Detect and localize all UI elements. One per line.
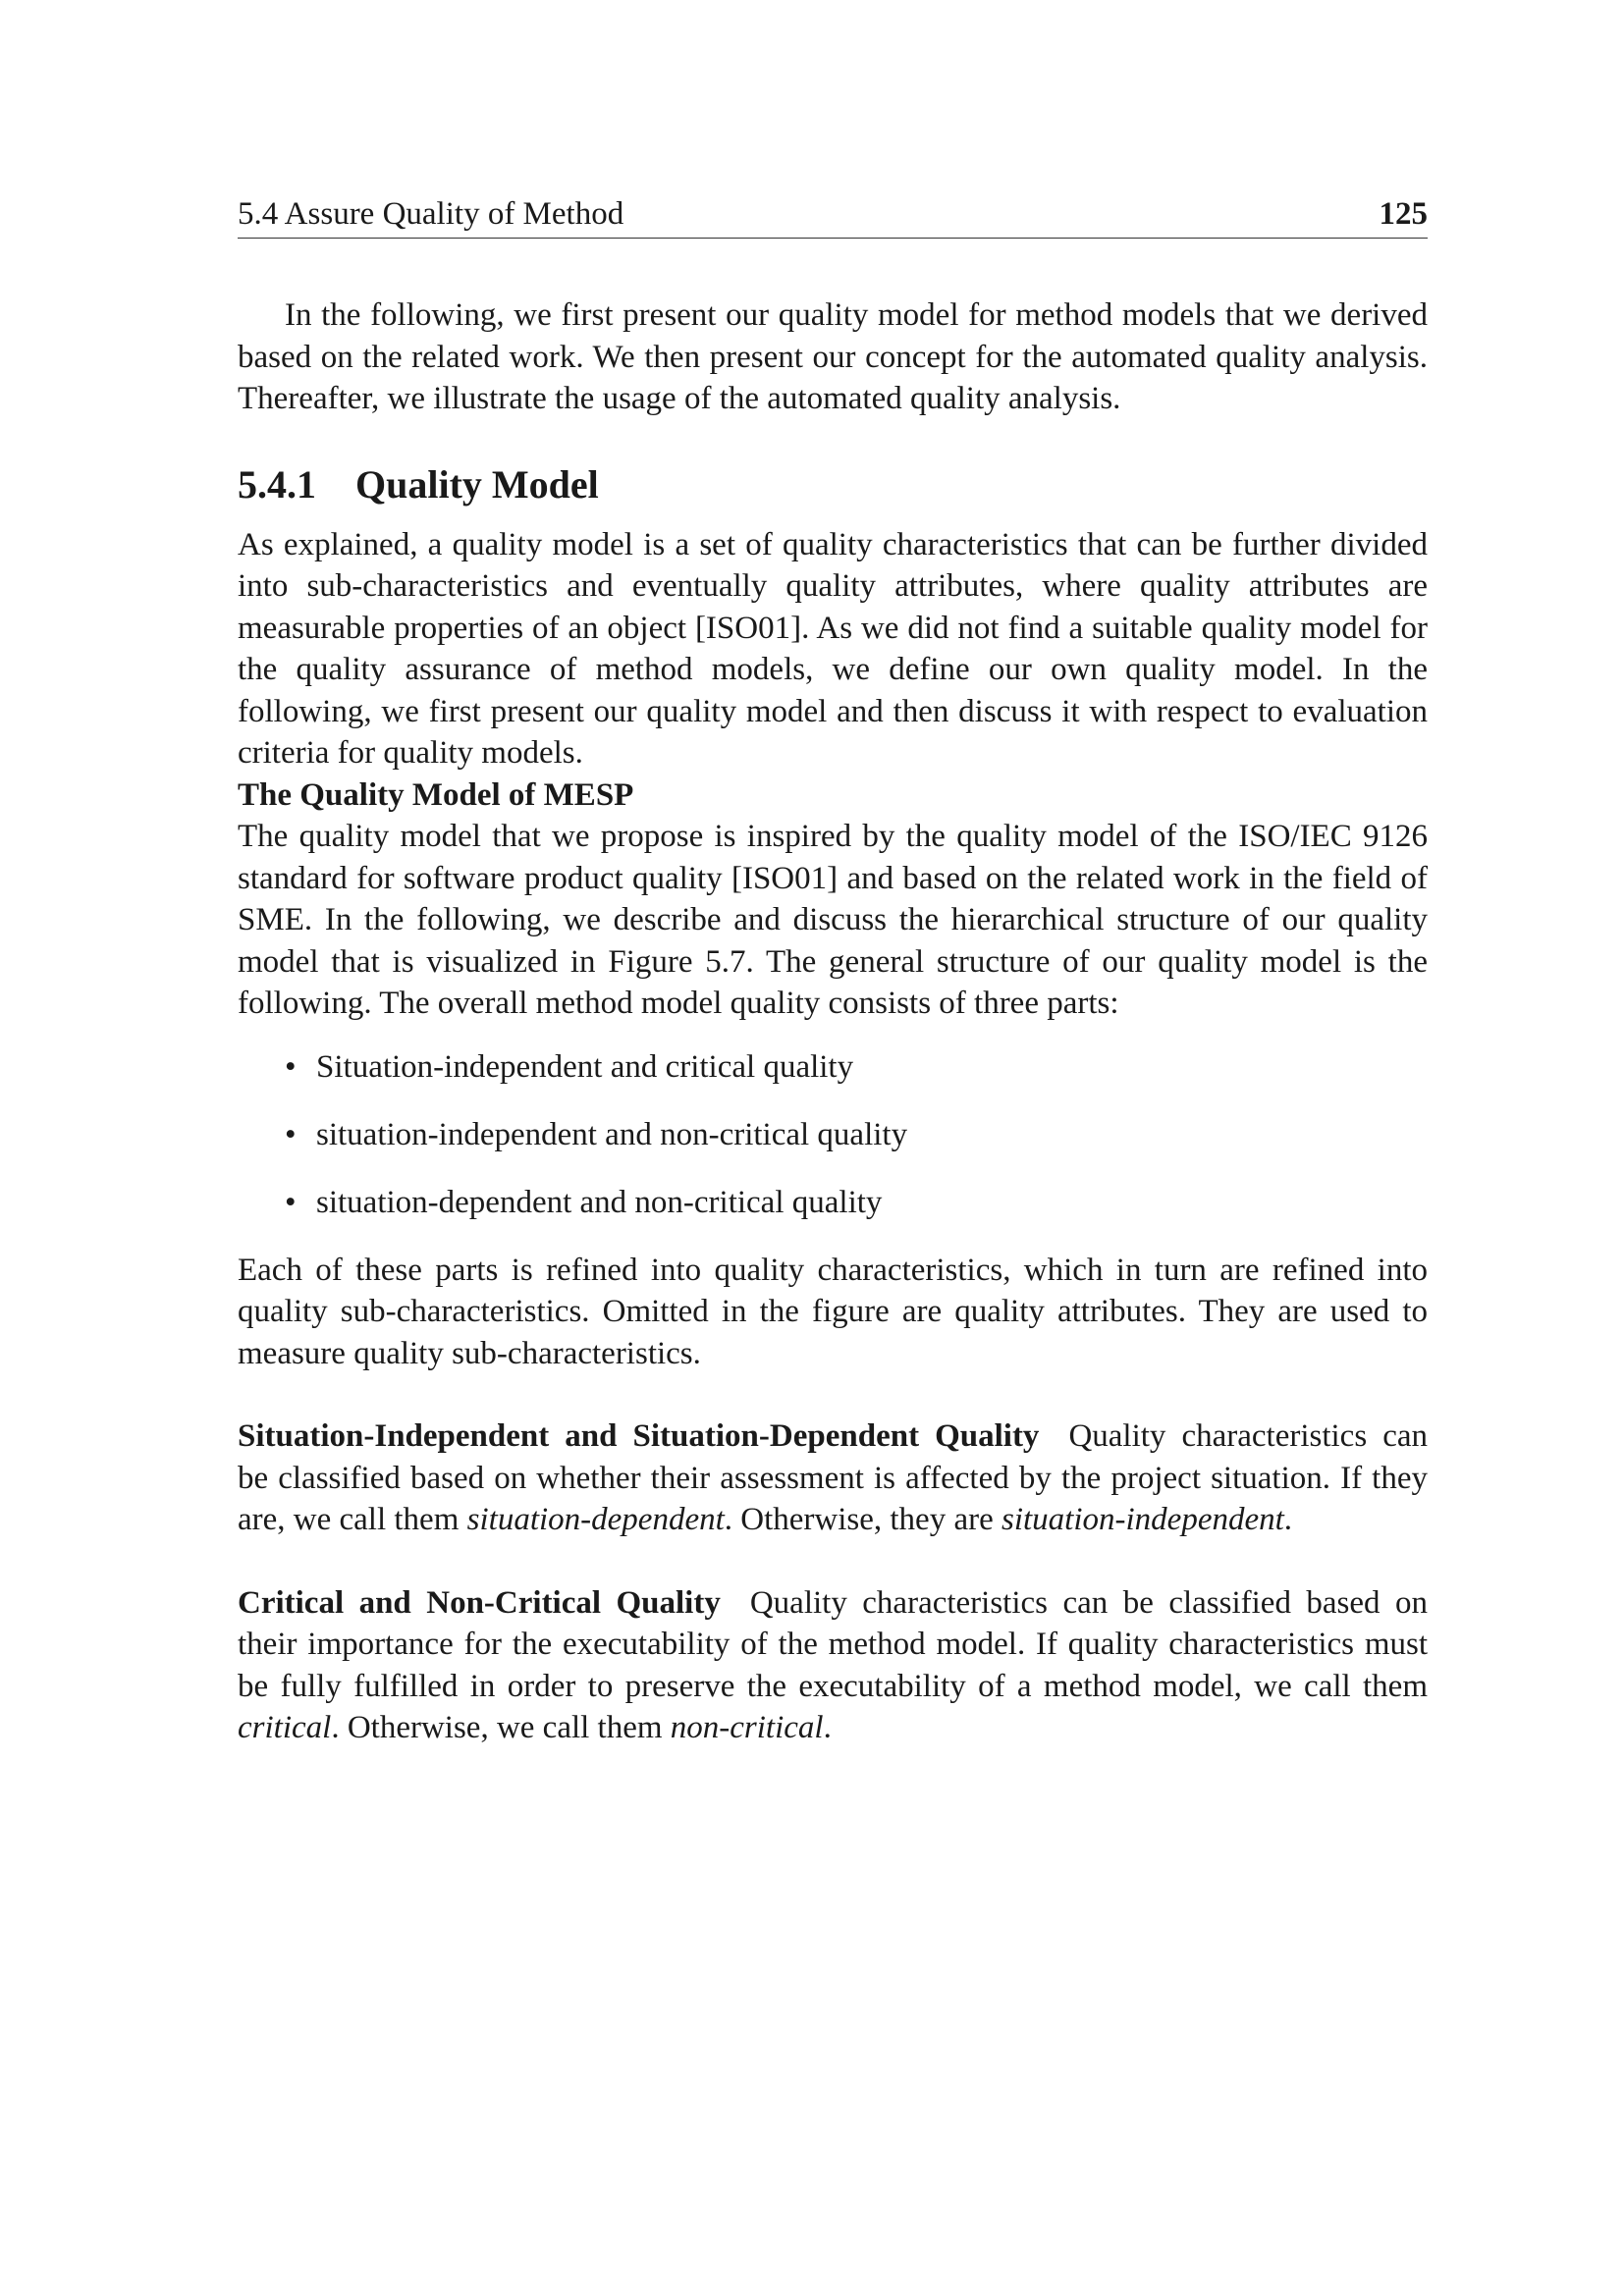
situation-run-in-heading: Situation-Independent and Situation-Dependent Quality: [238, 1418, 1040, 1454]
running-header: [238, 196, 1428, 239]
bullet-icon: •: [285, 1184, 297, 1220]
section-title: Quality Model: [355, 461, 599, 507]
section-heading: [238, 459, 1428, 510]
body-text: [238, 294, 1428, 1749]
term-situation-dependent: situation-dependent: [466, 1502, 725, 1537]
list-item-text: situation-independent and non-critical quality: [316, 1116, 908, 1152]
intro-paragraph: In the following, we first present our quality model for method models that we derived based on the related work. We then present our concept for the automated quality analysis. Thereafter, we illustrate the usage of the automated quality analysis.: [238, 297, 1428, 416]
section-paragraph: As explained, a quality model is a set of quality characteristics that can be further divided into sub-characteristics and eventually quality attributes, where quality attributes are measurable properties of an object [ISO01]. As we did not find a suitable quality model for the quality assurance of method models, we define our own quality model. In the following, we first present our quality model and then discuss it with respect to evaluation criteria for quality models.: [238, 526, 1428, 771]
term-situation-independent: situation-independent: [1001, 1502, 1284, 1537]
situation-text-end: .: [1283, 1502, 1293, 1537]
bullet-icon: •: [285, 1116, 297, 1152]
term-non-critical: non-critical: [670, 1710, 824, 1745]
term-critical: critical: [238, 1710, 332, 1745]
after-bullets-paragraph: Each of these parts is refined into quality characteristics, which in turn are refined into quality sub-characteristics. Omitted in the figure are quality attributes. They are used to measure quality sub-characteristics.: [238, 1252, 1428, 1371]
bullet-icon: •: [285, 1048, 297, 1085]
list-item: [238, 1114, 1428, 1155]
situation-text-before: Quality characteristics can be classified based on whether their assessment is affected by the project situation. If they are, we call them: [238, 1418, 1428, 1537]
list-item: [238, 1046, 1428, 1088]
critical-text-end: .: [823, 1710, 832, 1745]
list-item-text: situation-dependent and non-critical quality: [316, 1184, 883, 1220]
list-item: [238, 1182, 1428, 1223]
subsection-paragraph: The quality model that we propose is inspired by the quality model of the ISO/IEC 9126 standard for software product quality [ISO01] and based on the related work in the field of SME. In the following, we describe and discuss the hierarchical structure of our quality model that is visualized in Figure 5.7. The general structure of our quality model is the following. The overall method model quality consists of three parts:: [238, 819, 1428, 1021]
situation-text-middle: . Otherwise, they are: [724, 1502, 1001, 1537]
critical-text-before: Quality characteristics can be classified based on their importance for the executability of the method model. If quality characteristics must be fully fulfilled in order to preserve the executability of a method model, we call them: [238, 1584, 1428, 1704]
header-section-label: 5.4 Assure Quality of Method: [238, 196, 624, 232]
subsection-heading: The Quality Model of MESP: [238, 776, 634, 813]
section-number: 5.4.1: [238, 461, 316, 507]
list-item-text: Situation-independent and critical quality: [316, 1048, 854, 1085]
critical-text-middle: . Otherwise, we call them: [331, 1710, 671, 1745]
critical-run-in-heading: Critical and Non-Critical Quality: [238, 1584, 721, 1621]
page-number: 125: [1379, 196, 1428, 232]
situation-paragraph: [238, 1415, 1428, 1541]
bullet-list: [238, 1046, 1428, 1223]
critical-paragraph: [238, 1582, 1428, 1749]
